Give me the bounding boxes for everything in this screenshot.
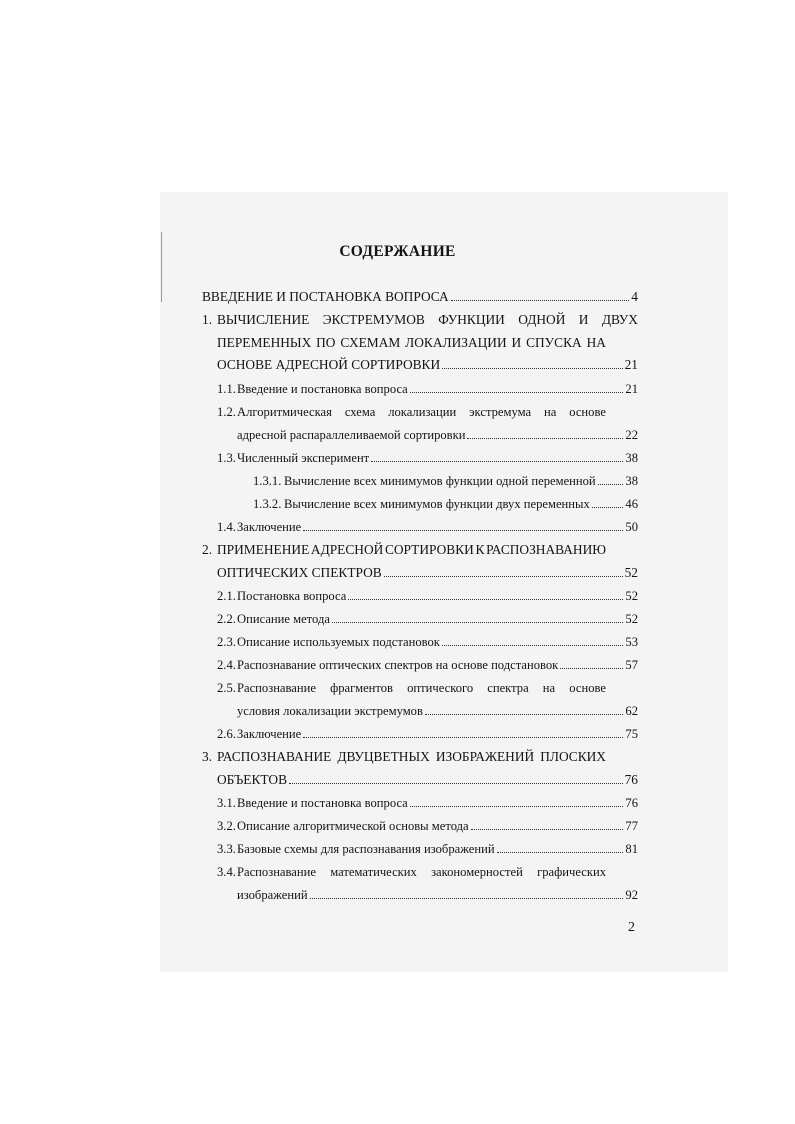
entry-number: 2. (202, 542, 213, 557)
entry-title-line-1: Алгоритмическая схема локализации экстремума на основе (237, 405, 606, 419)
entry-number: 1.1. (217, 382, 236, 396)
toc-entry-chapter-2[interactable] (202, 543, 606, 557)
toc-entry-2-5[interactable] (217, 681, 606, 695)
entry-page: 76 (624, 772, 638, 787)
toc-entry-2-4[interactable]: 2.4. Распознавание оптических спектров на основе подстановок 57 (217, 658, 638, 672)
toc-title: СОДЕРЖАНИЕ (339, 243, 456, 260)
entry-title-line-1: РАСПОЗНАВАНИЕ ДВУЦВЕТНЫХ ИЗОБРАЖЕНИЙ ПЛОСКИХ (217, 749, 606, 764)
toc-entry-chapter-2-line-2: ОПТИЧЕСКИХ СПЕКТРОВ 52 (217, 565, 638, 580)
entry-page: 46 (625, 497, 638, 511)
entry-number: 2.2. (217, 612, 236, 626)
entry-number: 3.4. (217, 865, 236, 879)
toc-entry-chapter-1-line-3: ОСНОВЕ АДРЕСНОЙ СОРТИРОВКИ 21 (217, 357, 638, 372)
leader-dots (310, 888, 624, 899)
entry-page: 38 (625, 451, 638, 465)
toc-entry-1-3-2[interactable]: 1.3.2. Вычисление всех минимумов функции двух переменных 46 (253, 497, 638, 511)
entry-page: 62 (625, 704, 638, 718)
entry-number: 1.3.2. (253, 497, 282, 511)
toc-entry-1-3-1[interactable]: 1.3.1. Вычисление всех минимумов функции одной переменной 38 (253, 474, 638, 488)
entry-page: 53 (625, 635, 638, 649)
entry-page: 22 (625, 428, 638, 442)
entry-number: 1.4. (217, 520, 236, 534)
entry-number: 2.5. (217, 681, 236, 695)
toc-entry-chapter-3[interactable] (202, 750, 606, 764)
toc-entry-3-4[interactable] (217, 865, 606, 879)
entry-page: 92 (625, 888, 638, 902)
toc-entry-1-2[interactable] (217, 405, 606, 419)
leader-dots (451, 290, 630, 301)
toc-entry-3-4-line-2: изображений 92 (237, 888, 638, 902)
leader-dots (592, 497, 624, 508)
entry-page: 76 (625, 796, 638, 810)
toc-entry-3-2[interactable]: 3.2. Описание алгоритмической основы метода 77 (217, 819, 638, 833)
leader-dots (384, 566, 623, 577)
entry-number: 2.1. (217, 589, 236, 603)
toc-entry-1-1[interactable]: 1.1. Введение и постановка вопроса 21 (217, 382, 638, 396)
entry-number: 1. (202, 312, 213, 327)
entry-page: 4 (631, 289, 638, 304)
toc-entry-3-3[interactable]: 3.3. Базовые схемы для распознавания изображений 81 (217, 842, 638, 856)
toc-entry-2-1[interactable]: 2.1. Постановка вопроса 52 (217, 589, 638, 603)
leader-dots (410, 796, 624, 807)
entry-number: 1.2. (217, 405, 236, 419)
entry-number: 1.3. (217, 451, 236, 465)
entry-page: 57 (625, 658, 638, 672)
toc-entry-1-4[interactable]: 1.4. Заключение 50 (217, 520, 638, 534)
leader-dots (442, 635, 624, 646)
entry-number: 2.3. (217, 635, 236, 649)
entry-number: 2.6. (217, 727, 236, 741)
leader-dots (410, 382, 624, 393)
toc-entry-2-3[interactable]: 2.3. Описание используемых подстановок 53 (217, 635, 638, 649)
toc-entry-2-6[interactable]: 2.6. Заключение 75 (217, 727, 638, 741)
leader-dots (598, 474, 624, 485)
leader-dots (332, 612, 623, 623)
entry-number: 2.4. (217, 658, 236, 672)
toc-entry-intro[interactable]: ВВЕДЕНИЕ И ПОСТАНОВКА ВОПРОСА 4 (202, 289, 638, 304)
leader-dots (471, 819, 624, 830)
entry-number: 3.1. (217, 796, 236, 810)
entry-number: 1.3.1. (253, 474, 282, 488)
entry-number: 3.2. (217, 819, 236, 833)
leader-dots (560, 658, 623, 669)
toc-entry-chapter-1[interactable] (202, 313, 638, 327)
entry-title-line-1: Распознавание фрагментов оптического спектра на основе (237, 681, 606, 695)
leader-dots (303, 727, 623, 738)
leader-dots (467, 428, 623, 439)
entry-title-line-1: ВЫЧИСЛЕНИЕ ЭКСТРЕМУМОВ ФУНКЦИИ ОДНОЙ И ДВУХ (217, 312, 638, 327)
leader-dots (371, 451, 623, 462)
leader-dots (348, 589, 623, 600)
entry-number: 3. (202, 749, 213, 764)
page-number: 2 (628, 920, 635, 935)
leader-dots (303, 520, 623, 531)
entry-title-line-1: Распознавание математических закономерностей графических (237, 865, 606, 879)
toc-entry-chapter-1-line-2 (217, 336, 606, 350)
toc-entry-1-3[interactable]: 1.3. Численный эксперимент 38 (217, 451, 638, 465)
entry-page: 52 (625, 589, 638, 603)
entry-page: 38 (625, 474, 638, 488)
entry-page: 77 (625, 819, 638, 833)
toc-entry-2-5-line-2: условия локализации экстремумов 62 (237, 704, 638, 718)
toc-entry-1-2-line-2: адресной распараллеливаемой сортировки 22 (237, 428, 638, 442)
entry-page: 50 (625, 520, 638, 534)
entry-page: 52 (625, 612, 638, 626)
entry-page: 52 (624, 565, 638, 580)
leader-dots (289, 773, 623, 784)
toc-entry-2-2[interactable]: 2.2. Описание метода 52 (217, 612, 638, 626)
entry-page: 81 (625, 842, 638, 856)
entry-page: 21 (625, 382, 638, 396)
leader-dots (425, 704, 623, 715)
toc-entry-3-1[interactable]: 3.1. Введение и постановка вопроса 76 (217, 796, 638, 810)
entry-title-line-1: ПРИМЕНЕНИЕ АДРЕСНОЙ СОРТИРОВКИ К РАСПОЗНАВАНИЮ (217, 542, 606, 557)
entry-page: 75 (625, 727, 638, 741)
entry-number: 3.3. (217, 842, 236, 856)
entry-title-line-2: ПЕРЕМЕННЫХ ПО СХЕМАМ ЛОКАЛИЗАЦИИ И СПУСКА НА (217, 335, 606, 350)
leader-dots (442, 358, 622, 369)
entry-page: 21 (624, 357, 638, 372)
toc-entry-chapter-3-line-2: ОБЪЕКТОВ 76 (217, 772, 638, 787)
leader-dots (497, 842, 624, 853)
